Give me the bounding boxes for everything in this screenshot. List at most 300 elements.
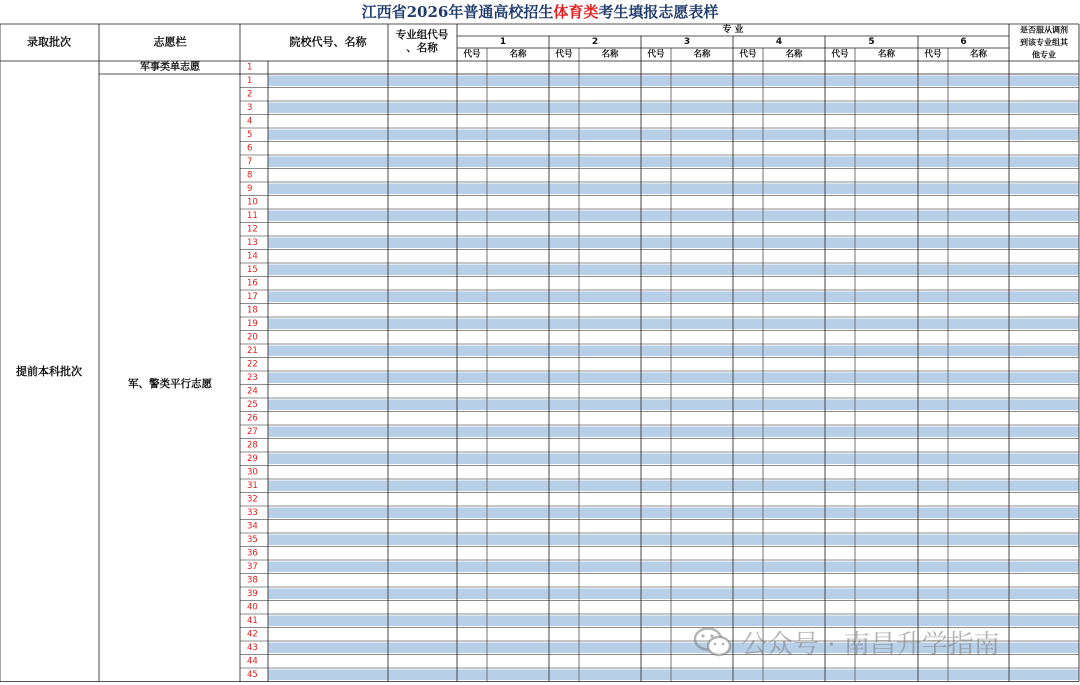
row-fill bbox=[269, 616, 388, 627]
row-fill bbox=[389, 481, 457, 492]
row-fill bbox=[764, 616, 825, 627]
row-fill bbox=[550, 616, 579, 627]
row-fill bbox=[458, 184, 487, 195]
row-number: 13 bbox=[247, 237, 258, 248]
row-fill bbox=[458, 454, 487, 465]
row-fill bbox=[764, 238, 825, 249]
row-fill bbox=[550, 157, 579, 168]
adjust-header-line2: 到该专业组其 bbox=[1020, 38, 1068, 47]
row-number: 27 bbox=[247, 426, 258, 437]
row-fill bbox=[642, 400, 671, 411]
row-fill bbox=[488, 346, 549, 357]
row-fill bbox=[856, 400, 918, 411]
row-fill bbox=[389, 535, 457, 546]
row-fill bbox=[734, 400, 763, 411]
row-fill bbox=[764, 103, 825, 114]
row-fill bbox=[389, 265, 457, 276]
row-fill bbox=[826, 589, 855, 600]
row-number: 1 bbox=[247, 62, 253, 73]
row-fill bbox=[580, 265, 641, 276]
row-fill bbox=[488, 643, 549, 654]
title-highlight: 体育类 bbox=[553, 3, 599, 21]
row-fill bbox=[734, 508, 763, 519]
row-fill bbox=[488, 373, 549, 384]
row-fill bbox=[458, 562, 487, 573]
row-fill bbox=[550, 373, 579, 384]
row-fill bbox=[764, 400, 825, 411]
row-fill bbox=[1010, 454, 1079, 465]
row-fill bbox=[269, 562, 388, 573]
row-fill bbox=[642, 184, 671, 195]
row-fill bbox=[919, 400, 948, 411]
row-fill bbox=[734, 211, 763, 222]
row-number: 12 bbox=[247, 224, 258, 235]
row-fill bbox=[458, 589, 487, 600]
row-fill bbox=[826, 427, 855, 438]
row-fill bbox=[488, 562, 549, 573]
row-fill bbox=[764, 454, 825, 465]
row-number: 34 bbox=[247, 521, 258, 532]
row-number: 6 bbox=[247, 143, 253, 154]
row-fill bbox=[764, 184, 825, 195]
row-fill bbox=[389, 292, 457, 303]
row-fill bbox=[580, 481, 641, 492]
row-fill bbox=[764, 346, 825, 357]
major-name-header: 名称 bbox=[785, 49, 803, 60]
row-fill bbox=[672, 346, 733, 357]
row-fill bbox=[734, 481, 763, 492]
row-fill bbox=[826, 481, 855, 492]
row-fill bbox=[580, 373, 641, 384]
row-number: 31 bbox=[247, 480, 258, 491]
row-fill bbox=[1010, 481, 1079, 492]
row-fill bbox=[1010, 589, 1079, 600]
row-fill bbox=[919, 535, 948, 546]
row-fill bbox=[488, 184, 549, 195]
row-fill bbox=[1010, 76, 1079, 87]
row-fill bbox=[458, 643, 487, 654]
row-fill bbox=[826, 292, 855, 303]
row-fill bbox=[642, 319, 671, 330]
row-fill bbox=[919, 427, 948, 438]
major-name-header: 名称 bbox=[877, 49, 896, 60]
row-fill bbox=[672, 400, 733, 411]
row-fill bbox=[919, 508, 948, 519]
row-number: 20 bbox=[247, 332, 258, 343]
row-fill bbox=[550, 670, 579, 681]
row-fill bbox=[550, 292, 579, 303]
row-fill bbox=[672, 616, 733, 627]
row-fill bbox=[458, 373, 487, 384]
row-fill bbox=[764, 157, 825, 168]
row-fill bbox=[1010, 103, 1079, 114]
row-fill bbox=[949, 616, 1009, 627]
row-fill bbox=[826, 643, 855, 654]
row-fill bbox=[580, 427, 641, 438]
row-fill bbox=[269, 184, 388, 195]
major-code-header: 代号 bbox=[555, 49, 573, 60]
row-number: 10 bbox=[247, 197, 258, 208]
row-fill bbox=[580, 616, 641, 627]
row-fill bbox=[919, 76, 948, 87]
column-header: 志愿栏 bbox=[153, 35, 187, 49]
row-fill bbox=[269, 292, 388, 303]
row-fill bbox=[856, 373, 918, 384]
row-fill bbox=[458, 211, 487, 222]
row-fill bbox=[856, 427, 918, 438]
row-fill bbox=[672, 76, 733, 87]
row-fill bbox=[764, 535, 825, 546]
row-fill bbox=[856, 454, 918, 465]
row-number: 25 bbox=[247, 399, 258, 410]
row-fill bbox=[672, 319, 733, 330]
row-fill bbox=[919, 454, 948, 465]
row-fill bbox=[764, 481, 825, 492]
row-fill bbox=[488, 238, 549, 249]
batch-name: 提前本科批次 bbox=[16, 364, 82, 378]
row-fill bbox=[672, 265, 733, 276]
row-fill bbox=[458, 670, 487, 681]
row-fill bbox=[826, 157, 855, 168]
watermark-text: 公众号 · 南昌升学指南 bbox=[741, 629, 1000, 660]
row-fill bbox=[550, 508, 579, 519]
row-fill bbox=[919, 616, 948, 627]
row-fill bbox=[919, 373, 948, 384]
row-fill bbox=[550, 238, 579, 249]
row-fill bbox=[856, 535, 918, 546]
row-fill bbox=[642, 616, 671, 627]
row-fill bbox=[458, 427, 487, 438]
row-fill bbox=[580, 670, 641, 681]
row-fill bbox=[949, 400, 1009, 411]
row-fill bbox=[389, 562, 457, 573]
majors-header: 专 业 bbox=[722, 25, 744, 35]
row-fill bbox=[488, 292, 549, 303]
row-fill bbox=[672, 562, 733, 573]
adjust-header-line1: 是否服从调剂 bbox=[1020, 25, 1068, 35]
row-fill bbox=[1010, 400, 1079, 411]
row-fill bbox=[919, 103, 948, 114]
row-fill bbox=[550, 130, 579, 141]
group-header-line1: 专业组代号 bbox=[395, 29, 449, 41]
row-fill bbox=[672, 535, 733, 546]
row-fill bbox=[734, 589, 763, 600]
row-fill bbox=[642, 76, 671, 87]
row-fill bbox=[269, 130, 388, 141]
row-fill bbox=[764, 589, 825, 600]
row-fill bbox=[389, 670, 457, 681]
row-fill bbox=[1010, 265, 1079, 276]
row-fill bbox=[458, 103, 487, 114]
row-fill bbox=[458, 292, 487, 303]
row-fill bbox=[949, 130, 1009, 141]
major-number-4: 4 bbox=[775, 37, 783, 47]
row-fill bbox=[856, 562, 918, 573]
major-number-5: 5 bbox=[868, 37, 875, 47]
row-fill bbox=[550, 346, 579, 357]
row-fill bbox=[672, 589, 733, 600]
row-number: 15 bbox=[247, 264, 258, 275]
row-fill bbox=[580, 238, 641, 249]
row-fill bbox=[488, 670, 549, 681]
row-fill bbox=[826, 454, 855, 465]
major-name-header: 名称 bbox=[693, 49, 711, 60]
row-fill bbox=[764, 373, 825, 384]
row-fill bbox=[269, 157, 388, 168]
row-fill bbox=[580, 400, 641, 411]
row-number: 45 bbox=[247, 669, 258, 680]
row-fill bbox=[389, 427, 457, 438]
row-fill bbox=[550, 535, 579, 546]
row-fill bbox=[949, 211, 1009, 222]
row-fill bbox=[826, 346, 855, 357]
row-fill bbox=[919, 238, 948, 249]
row-fill bbox=[488, 589, 549, 600]
row-fill bbox=[458, 319, 487, 330]
row-fill bbox=[488, 481, 549, 492]
row-fill bbox=[488, 616, 549, 627]
row-fill bbox=[642, 670, 671, 681]
row-fill bbox=[734, 103, 763, 114]
row-fill bbox=[672, 238, 733, 249]
group-header-line2: 、名称 bbox=[406, 42, 438, 54]
row-fill bbox=[1010, 292, 1079, 303]
row-fill bbox=[488, 130, 549, 141]
row-number: 43 bbox=[247, 642, 258, 653]
row-fill bbox=[734, 670, 763, 681]
row-number: 41 bbox=[247, 615, 258, 626]
row-fill bbox=[642, 238, 671, 249]
major-code-header: 代号 bbox=[924, 49, 942, 60]
row-fill bbox=[856, 292, 918, 303]
row-number: 8 bbox=[247, 170, 253, 181]
row-fill bbox=[1010, 670, 1079, 681]
row-fill bbox=[642, 589, 671, 600]
row-fill bbox=[642, 157, 671, 168]
row-fill bbox=[734, 535, 763, 546]
row-fill bbox=[580, 76, 641, 87]
row-fill bbox=[269, 481, 388, 492]
title-prefix: 江西省2026年普通高校招生 bbox=[361, 3, 554, 21]
row-fill bbox=[269, 76, 388, 87]
row-fill bbox=[389, 157, 457, 168]
row-fill bbox=[580, 508, 641, 519]
row-fill bbox=[856, 508, 918, 519]
section-military-single: 军事类单志愿 bbox=[140, 62, 200, 73]
row-fill bbox=[734, 643, 763, 654]
row-fill bbox=[826, 319, 855, 330]
row-fill bbox=[734, 454, 763, 465]
row-fill bbox=[488, 535, 549, 546]
row-fill bbox=[458, 535, 487, 546]
row-fill bbox=[642, 643, 671, 654]
row-fill bbox=[269, 454, 388, 465]
row-number: 26 bbox=[247, 413, 258, 424]
row-fill bbox=[949, 643, 1009, 654]
row-fill bbox=[856, 616, 918, 627]
row-fill bbox=[642, 481, 671, 492]
row-fill bbox=[550, 589, 579, 600]
row-fill bbox=[919, 481, 948, 492]
row-fill bbox=[919, 670, 948, 681]
row-number: 28 bbox=[247, 440, 258, 451]
row-fill bbox=[672, 427, 733, 438]
row-fill bbox=[826, 238, 855, 249]
row-fill bbox=[919, 130, 948, 141]
row-fill bbox=[580, 319, 641, 330]
row-fill bbox=[550, 454, 579, 465]
major-name-header: 名称 bbox=[969, 49, 988, 60]
row-number: 38 bbox=[247, 575, 258, 586]
row-fill bbox=[856, 670, 918, 681]
row-fill bbox=[734, 562, 763, 573]
row-fill bbox=[764, 265, 825, 276]
row-number: 5 bbox=[247, 129, 253, 140]
row-fill bbox=[764, 292, 825, 303]
major-name-header: 名称 bbox=[509, 49, 527, 60]
row-fill bbox=[919, 157, 948, 168]
row-fill bbox=[642, 562, 671, 573]
row-fill bbox=[949, 103, 1009, 114]
row-fill bbox=[764, 130, 825, 141]
row-fill bbox=[1010, 238, 1079, 249]
row-fill bbox=[269, 427, 388, 438]
row-fill bbox=[764, 211, 825, 222]
row-fill bbox=[580, 103, 641, 114]
row-fill bbox=[269, 211, 388, 222]
row-fill bbox=[856, 184, 918, 195]
row-fill bbox=[458, 130, 487, 141]
row-fill bbox=[458, 76, 487, 87]
row-fill bbox=[949, 238, 1009, 249]
row-fill bbox=[642, 535, 671, 546]
row-number: 33 bbox=[247, 507, 258, 518]
row-fill bbox=[826, 670, 855, 681]
row-fill bbox=[488, 427, 549, 438]
row-fill bbox=[764, 76, 825, 87]
row-number: 42 bbox=[247, 629, 258, 640]
row-fill bbox=[1010, 346, 1079, 357]
row-fill bbox=[269, 238, 388, 249]
row-fill bbox=[1010, 508, 1079, 519]
row-number: 40 bbox=[247, 602, 258, 613]
row-number: 2 bbox=[247, 89, 253, 100]
row-fill bbox=[642, 373, 671, 384]
row-fill bbox=[488, 157, 549, 168]
row-fill bbox=[949, 373, 1009, 384]
row-fill bbox=[642, 454, 671, 465]
row-fill bbox=[1010, 562, 1079, 573]
row-fill bbox=[550, 319, 579, 330]
row-fill bbox=[389, 238, 457, 249]
major-number-1: 1 bbox=[499, 37, 507, 47]
row-fill bbox=[672, 670, 733, 681]
row-fill bbox=[764, 643, 825, 654]
row-fill bbox=[919, 292, 948, 303]
row-fill bbox=[269, 346, 388, 357]
row-number: 39 bbox=[247, 588, 258, 599]
row-fill bbox=[550, 76, 579, 87]
row-fill bbox=[826, 211, 855, 222]
row-fill bbox=[488, 508, 549, 519]
row-fill bbox=[856, 481, 918, 492]
row-fill bbox=[550, 427, 579, 438]
row-fill bbox=[269, 400, 388, 411]
row-fill bbox=[734, 616, 763, 627]
row-fill bbox=[826, 265, 855, 276]
row-fill bbox=[949, 508, 1009, 519]
row-fill bbox=[580, 292, 641, 303]
row-fill bbox=[672, 508, 733, 519]
row-number: 3 bbox=[247, 102, 253, 113]
row-fill bbox=[826, 562, 855, 573]
row-fill bbox=[269, 103, 388, 114]
row-fill bbox=[764, 427, 825, 438]
row-fill bbox=[1010, 184, 1079, 195]
row-fill bbox=[764, 670, 825, 681]
row-number: 11 bbox=[247, 210, 258, 221]
row-fill bbox=[389, 373, 457, 384]
row-fill bbox=[389, 508, 457, 519]
school-header: 院校代号、名称 bbox=[289, 35, 367, 49]
row-fill bbox=[389, 616, 457, 627]
row-fill bbox=[949, 535, 1009, 546]
row-fill bbox=[389, 103, 457, 114]
row-fill bbox=[269, 265, 388, 276]
row-fill bbox=[826, 373, 855, 384]
row-fill bbox=[672, 157, 733, 168]
row-fill bbox=[856, 643, 918, 654]
row-number: 24 bbox=[247, 386, 258, 397]
row-fill bbox=[949, 319, 1009, 330]
row-fill bbox=[764, 319, 825, 330]
row-fill bbox=[488, 211, 549, 222]
row-fill bbox=[949, 481, 1009, 492]
title-suffix: 考生填报志愿表样 bbox=[598, 3, 719, 21]
row-fill bbox=[672, 643, 733, 654]
row-fill bbox=[488, 265, 549, 276]
major-code-header: 代号 bbox=[647, 49, 665, 60]
major-code-header: 代号 bbox=[739, 49, 757, 60]
row-fill bbox=[856, 319, 918, 330]
row-fill bbox=[389, 130, 457, 141]
row-number: 9 bbox=[247, 183, 253, 194]
row-fill bbox=[764, 508, 825, 519]
row-fill bbox=[269, 508, 388, 519]
row-fill bbox=[949, 670, 1009, 681]
row-fill bbox=[856, 265, 918, 276]
row-fill bbox=[580, 454, 641, 465]
row-number: 37 bbox=[247, 561, 258, 572]
major-number-2: 2 bbox=[591, 37, 599, 47]
adjust-header-line3: 他专业 bbox=[1032, 50, 1056, 60]
major-number-3: 3 bbox=[683, 37, 691, 47]
row-fill bbox=[389, 184, 457, 195]
row-fill bbox=[949, 184, 1009, 195]
row-fill bbox=[642, 292, 671, 303]
row-fill bbox=[919, 562, 948, 573]
row-fill bbox=[389, 319, 457, 330]
row-fill bbox=[826, 508, 855, 519]
row-fill bbox=[1010, 373, 1079, 384]
row-number: 29 bbox=[247, 453, 258, 464]
row-fill bbox=[949, 292, 1009, 303]
row-fill bbox=[856, 346, 918, 357]
row-fill bbox=[734, 157, 763, 168]
row-fill bbox=[642, 346, 671, 357]
row-fill bbox=[580, 184, 641, 195]
row-number: 17 bbox=[247, 291, 258, 302]
